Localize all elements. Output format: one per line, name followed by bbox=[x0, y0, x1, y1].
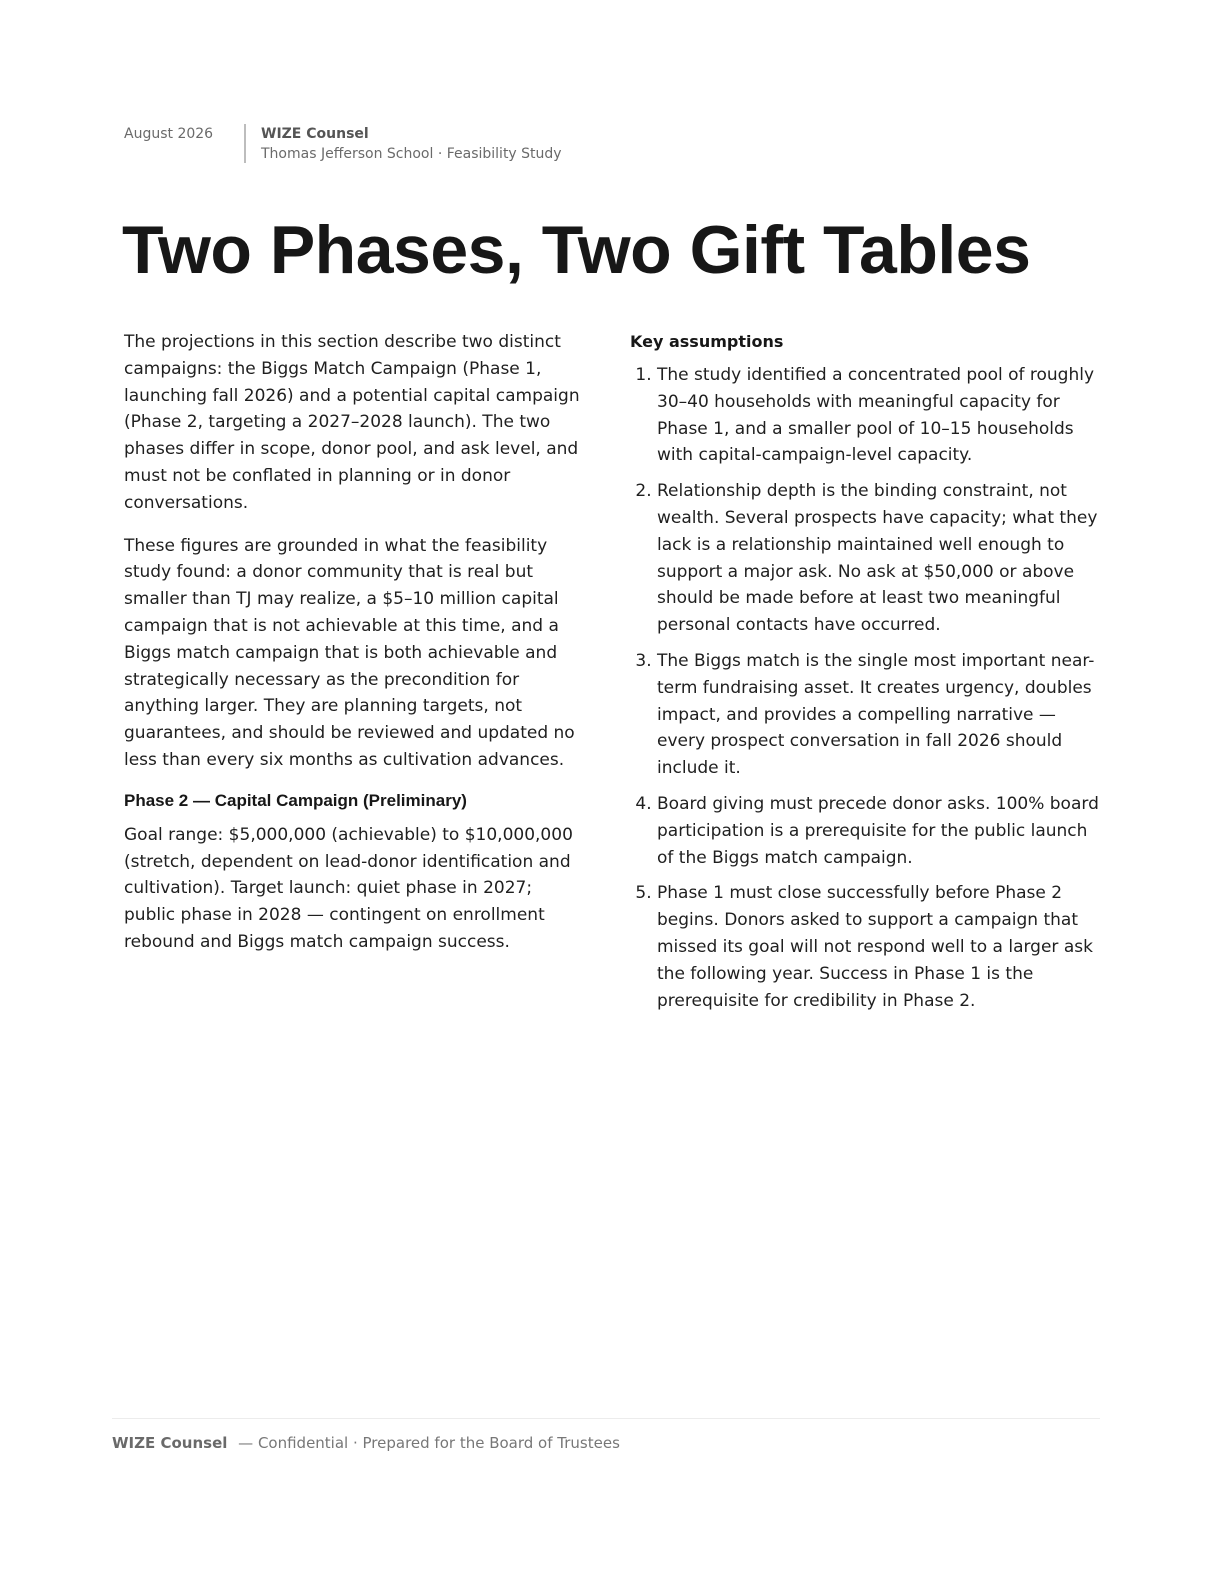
key-assumptions-heading: Key assumptions bbox=[630, 332, 784, 351]
header-meta bbox=[261, 124, 562, 164]
header-subtitle: Thomas Jefferson School · Feasibility Study bbox=[261, 146, 562, 162]
page-footer bbox=[112, 1432, 620, 1454]
assumption-item: 2. Relationship depth is the binding constraint, not wealth. Several prospects have capacity; what they lack is a relationship maintained well enough to support a major ask. No ask at $50,000 or above should be made before at least two meaningful personal contacts have occurred. bbox=[657, 478, 1100, 639]
footer-org-name: WIZE Counsel bbox=[112, 1434, 228, 1452]
left-column bbox=[124, 329, 586, 956]
phase2-heading: Phase 2 — Capital Campaign (Preliminary) bbox=[124, 790, 467, 810]
page-title: Two Phases, Two Gift Tables bbox=[122, 212, 1031, 288]
header-divider bbox=[244, 124, 246, 163]
intro-paragraph: The projections in this section describe two distinct campaigns: the Biggs Match Campaign (Phase 1, launching fall 2026) and a potential capital campaign (Phase 2, targeting a 2027–2028 launch). The two phases differ in scope, donor pool, and ask level, and must not be conflated in planning or in donor conversations. bbox=[124, 332, 580, 513]
footer-divider bbox=[112, 1418, 1100, 1419]
assumption-item: 4. Board giving must precede donor asks. 100% board participation is a prerequisite for the public launch of the Biggs match campaign. bbox=[657, 791, 1100, 871]
right-column bbox=[630, 329, 1100, 1023]
assumptions-list bbox=[630, 362, 1100, 1014]
page-header bbox=[124, 124, 562, 164]
assumption-item: 1. The study identified a concentrated pool of roughly 30–40 households with meaningful capacity for Phase 1, and a smaller pool of 10–15 households with capital-campaign-level capacity. bbox=[657, 362, 1100, 469]
assumption-item: 3. The Biggs match is the single most important near-term fundraising asset. It creates urgency, doubles impact, and provides a compelling narrative — every prospect conversation in fall 2026 should include it. bbox=[657, 648, 1100, 782]
findings-paragraph: These figures are grounded in what the feasibility study found: a donor community that is real but smaller than TJ may realize, a $5–10 million capital campaign that is not achievable at this time, and a Biggs match campaign that is both achievable and strategically necessary as the precondition for anything larger. They are planning targets, not guarantees, and should be reviewed and updated no less than every six months as cultivation advances. bbox=[124, 535, 575, 770]
footer-text: — Confidential · Prepared for the Board of Trustees bbox=[238, 1434, 620, 1452]
assumption-item: 5. Phase 1 must close successfully before Phase 2 begins. Donors asked to support a campaign that missed its goal will not respond well to a larger ask the following year. Success in Phase 1 is the prerequisite for credibility in Phase 2. bbox=[657, 880, 1100, 1014]
header-org-name: WIZE Counsel bbox=[261, 126, 369, 142]
phase2-paragraph: Goal range: $5,000,000 (achievable) to $10,000,000 (stretch, dependent on lead-donor identification and cultivation). Target launch: quiet phase in 2027; public phase in 2028 — contingent on enrollment rebound and Biggs match campaign success. bbox=[124, 824, 573, 952]
header-date: August 2026 bbox=[124, 126, 214, 142]
